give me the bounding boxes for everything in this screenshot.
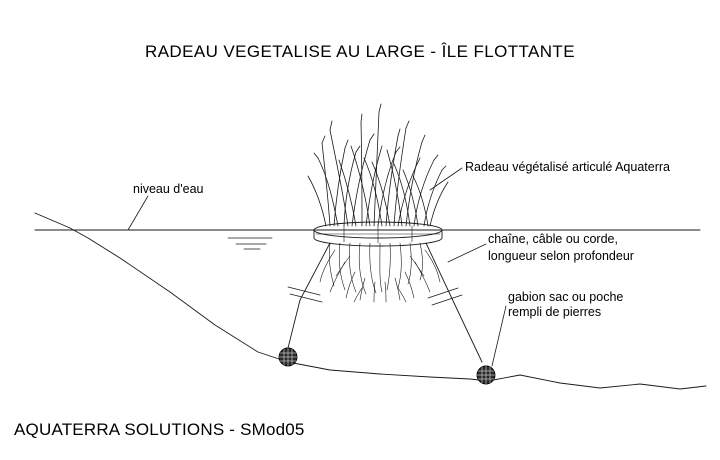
anchor-chain-left [288,243,330,348]
label-chain-line1: chaîne, câble ou corde, [488,232,618,246]
footer-company-reference: AQUATERRA SOLUTIONS - SMod05 [14,420,305,439]
leader-line-gabion [492,306,506,366]
label-chain-line2: longueur selon profondeur [488,249,634,263]
label-gabion-line1: gabion sac ou poche [508,290,624,304]
gabion-bag-left [279,348,297,366]
leader-line-water-level [128,196,148,230]
leader-line-raft [430,168,462,190]
emergent-vegetation [308,104,448,226]
label-raft: Radeau végétalisé articulé Aquaterra [465,160,670,174]
anchor-chain-right [426,243,482,362]
leader-line-chain [448,244,486,262]
label-gabion-line2: rempli de pierres [508,305,602,319]
gabion-bag-right [477,366,495,384]
submerged-roots [320,243,440,302]
page-title: RADEAU VEGETALISE AU LARGE - ÎLE FLOTTANTE [145,42,575,61]
label-water-level: niveau d'eau [133,182,204,196]
water-ripple-marks [228,238,272,249]
